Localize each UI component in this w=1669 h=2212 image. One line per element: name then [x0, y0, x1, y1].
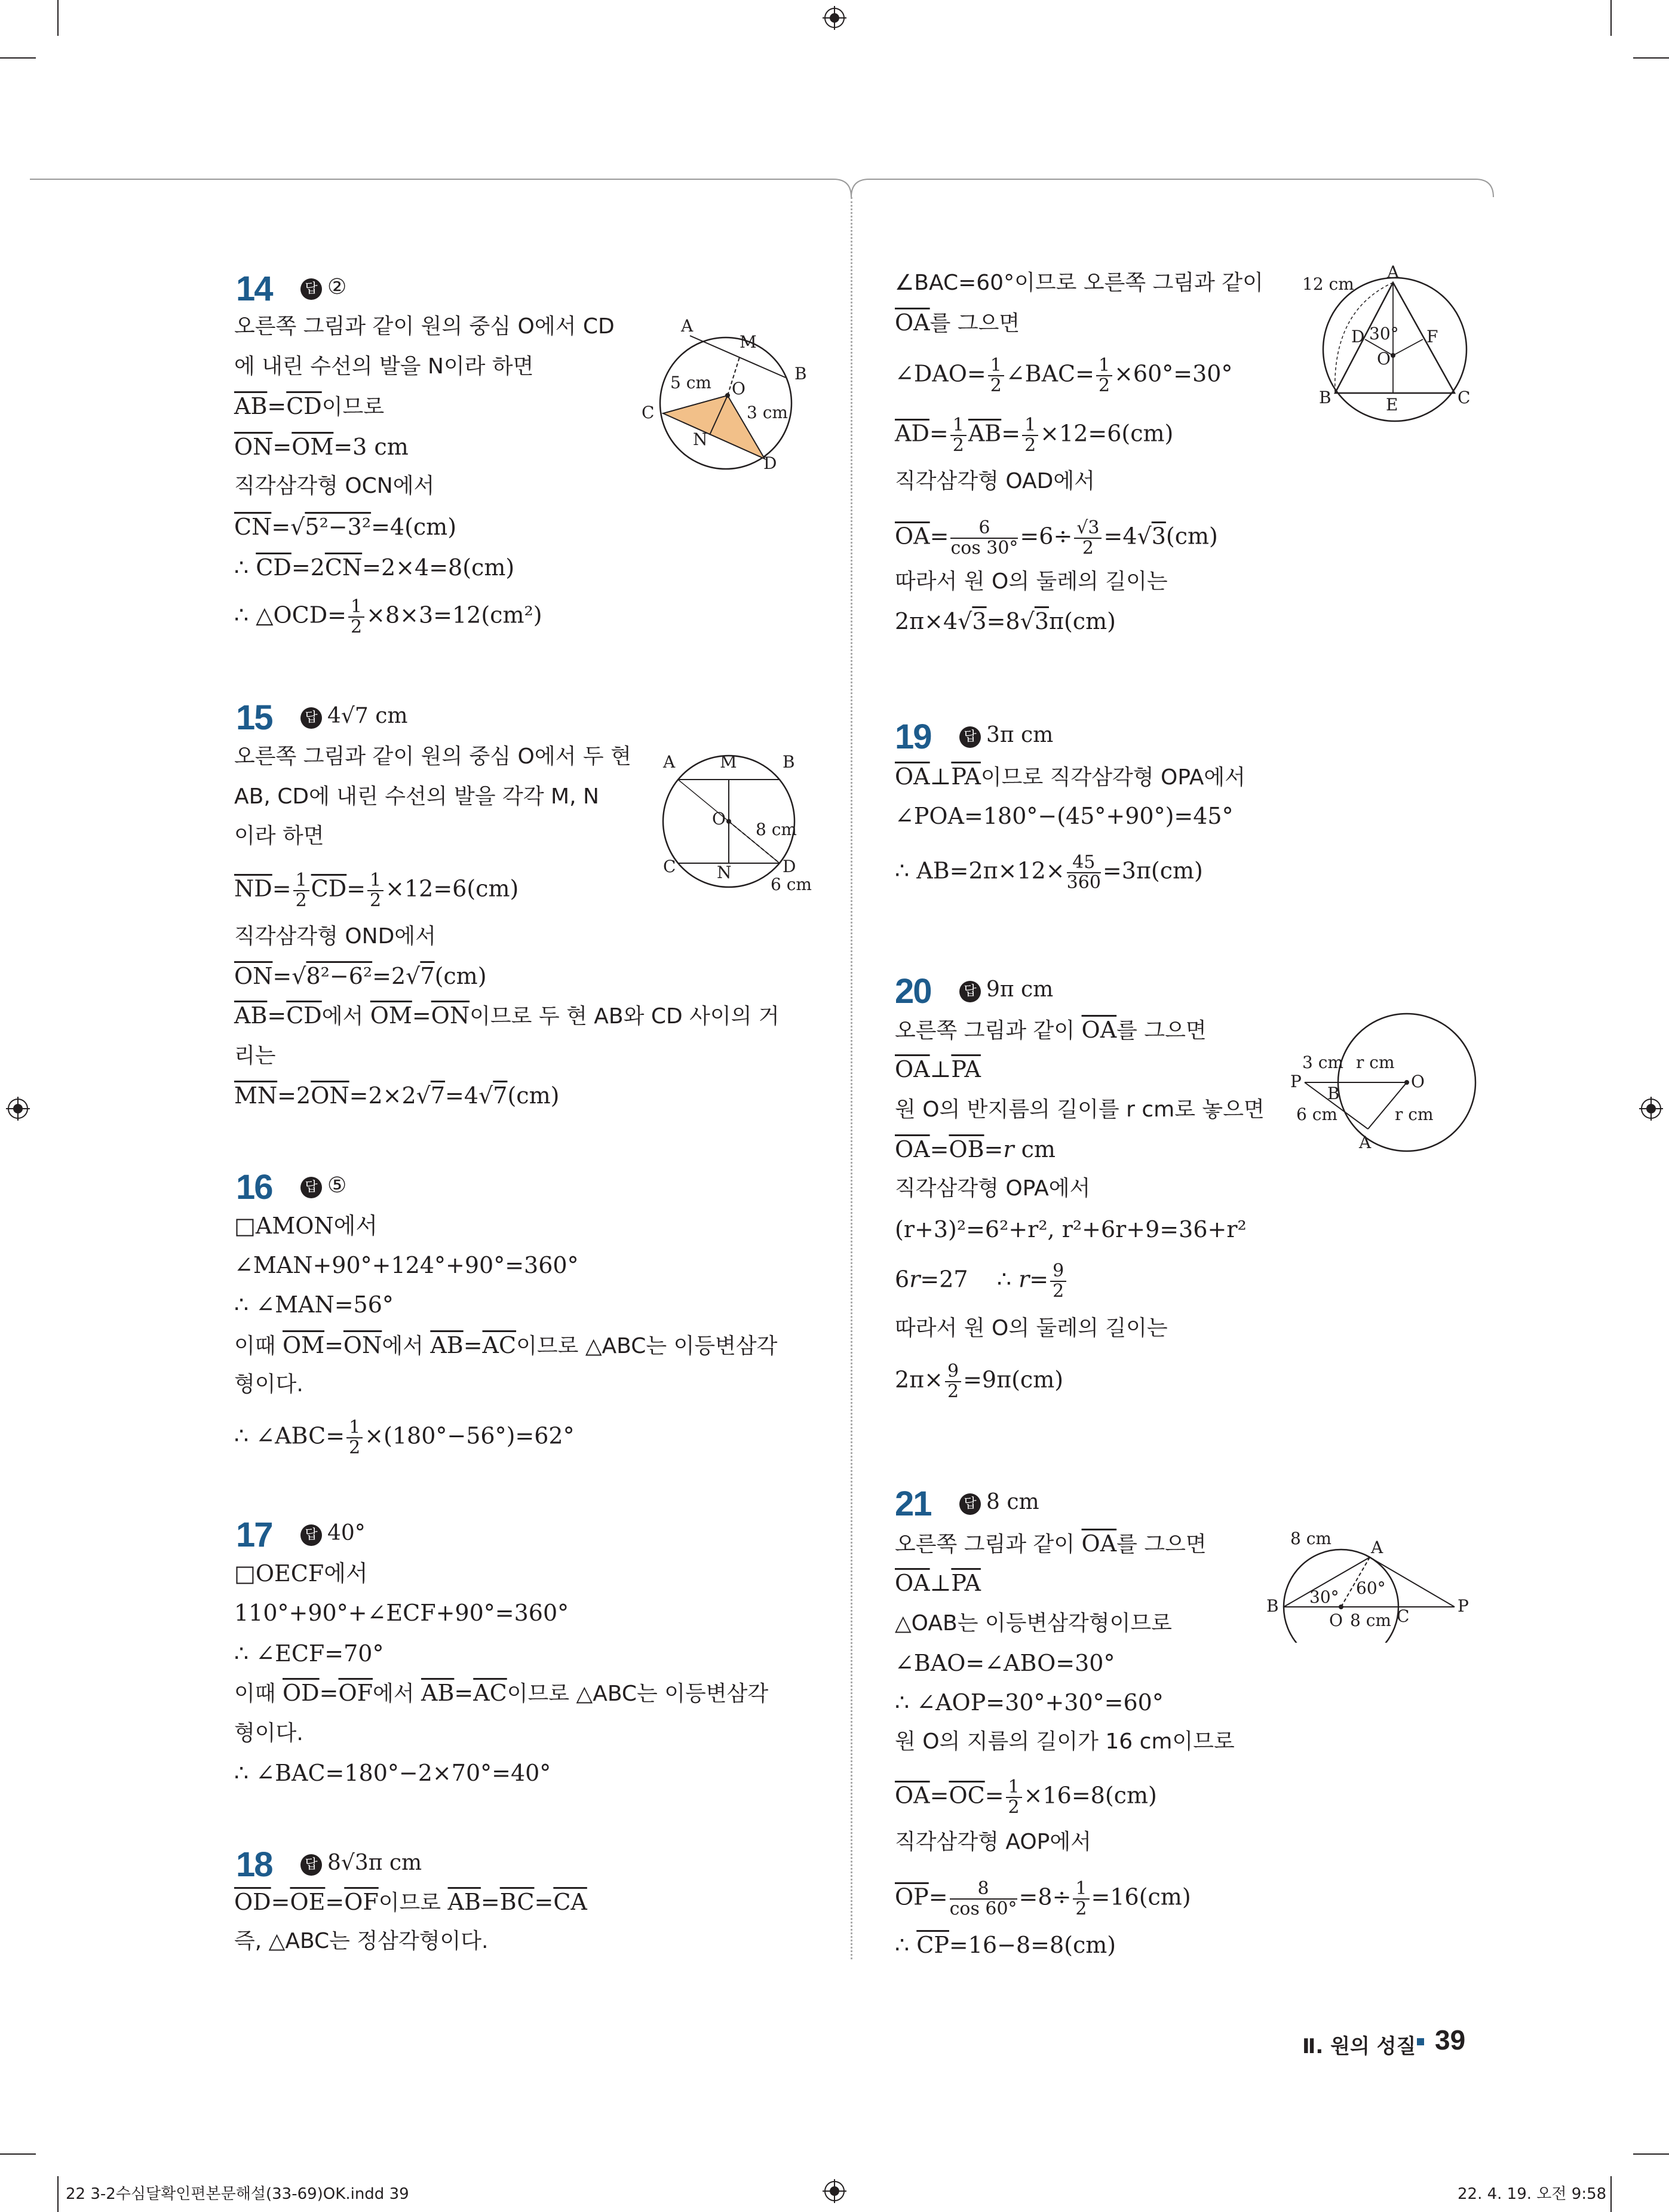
text-line: $\overline{OA}$를 그으면 [895, 309, 1020, 336]
svg-text:30°: 30° [1309, 1587, 1339, 1607]
crop-mark [57, 0, 59, 36]
footer-date: 22. 4. 19. 오전 9:58 [1458, 2185, 1607, 2203]
svg-text:D: D [763, 453, 777, 473]
text-line: 110°+90°+∠ECF+90°=360° [234, 1600, 569, 1626]
answer-badge: 답 [300, 1177, 322, 1198]
text-line: 이때 $\overline{OM}=\overline{ON}$에서 $\overline{AB}=\overline{AC}$이므로 △ABC는 이등변삼각 [234, 1332, 778, 1358]
svg-text:N: N [717, 863, 732, 882]
answer: 40° [327, 1521, 366, 1545]
text-line: 리는 [234, 1044, 276, 1068]
svg-text:M: M [740, 332, 757, 352]
text-line: 오른쪽 그림과 같이 $\overline{OA}$를 그으면 [895, 1530, 1207, 1557]
text-line: $\overline{OA}=\overline{OB}=r$ cm [895, 1136, 1056, 1162]
text-line: 원 O의 지름의 길이가 16 cm이므로 [895, 1729, 1235, 1754]
svg-text:12 cm: 12 cm [1302, 274, 1354, 294]
problem-number: 20 [895, 972, 931, 1011]
problem-number: 14 [236, 269, 272, 308]
crop-mark [1633, 2153, 1669, 2155]
figure-20 [1290, 1010, 1481, 1171]
svg-text:r cm: r cm [1356, 1053, 1395, 1072]
answer: 8√3π cm [327, 1851, 422, 1875]
problem-number: 17 [236, 1515, 272, 1554]
svg-text:B: B [783, 752, 795, 772]
text-line: $\overline{OA}\perp\overline{PA}$이므로 직각삼각형 OPA에서 [895, 763, 1245, 790]
svg-text:3 cm: 3 cm [747, 403, 788, 422]
text-line: 오른쪽 그림과 같이 원의 중심 O에서 CD [234, 314, 615, 339]
svg-text:8 cm: 8 cm [1290, 1529, 1331, 1548]
text-line: 2π×4√3=8√3π(cm) [895, 608, 1116, 634]
svg-text:B: B [794, 364, 807, 384]
text-line: $\overline{OD}=\overline{OE}=\overline{OF}$이므로 $\overline{AB}=\overline{BC}=\overline{CA}$ [234, 1889, 587, 1915]
svg-text:C: C [1458, 388, 1471, 407]
svg-text:N: N [693, 429, 708, 449]
registration-mark-icon [823, 6, 846, 30]
answer-badge: 답 [300, 1854, 322, 1876]
svg-text:O: O [1411, 1072, 1425, 1091]
text-line: ∠MAN+90°+124°+90°=360° [234, 1252, 579, 1278]
svg-text:60°: 60° [1356, 1578, 1386, 1598]
column-divider [851, 197, 852, 1959]
svg-text:6 cm: 6 cm [771, 875, 812, 894]
text-line: ∴ ∠BAC=180°−2×70°=40° [234, 1760, 551, 1786]
text-line: 오른쪽 그림과 같이 $\overline{OA}$를 그으면 [895, 1017, 1207, 1043]
answer-badge: 답 [959, 1493, 981, 1515]
crop-mark [1610, 2176, 1612, 2212]
text-line: 원 O의 반지름의 길이를 r cm로 놓으면 [895, 1097, 1265, 1122]
text-line: $\overline{MN}=2\overline{ON}=2\times 2√7=4√7(cm)$ [234, 1082, 560, 1109]
text-line: $\overline{ND}=$ $\frac{1}{2}$ $\overline{CD}=$ $\frac{1}{2}$ ×12=6(cm) [234, 870, 519, 911]
svg-text:F: F [1426, 327, 1438, 346]
text-line: 따라서 원 O의 둘레의 길이는 [895, 1316, 1168, 1340]
text-line: ∠BAC=60°이므로 오른쪽 그림과 같이 [895, 271, 1263, 295]
text-line: $\overline{OA}\perp\overline{PA}$ [895, 1570, 981, 1596]
answer: ② [327, 275, 347, 299]
svg-text:O: O [732, 379, 745, 398]
text-line: ∴ ∠ABC= $\frac{1}{2}$ ×(180°−56°)=62° [234, 1417, 575, 1458]
crop-mark [1610, 0, 1612, 36]
text-line: $\overline{AB}=\overline{CD}$이므로 [234, 393, 385, 419]
text-line: 에 내린 수선의 발을 N이라 하면 [234, 354, 534, 379]
registration-mark-icon [6, 1097, 30, 1121]
text-line: ∴ ∠AOP=30°+30°=60° [895, 1689, 1164, 1716]
text-line: ∠DAO= $\frac{1}{2}$ ∠BAC= $\frac{1}{2}$ ×60°=30° [895, 355, 1233, 396]
text-line: ∴ $\overline{CD}=2\overline{CN}=2\times 4=8(cm)$ [234, 554, 515, 581]
text-line: 직각삼각형 OND에서 [234, 924, 436, 949]
text-line: $\overline{OA}=\overline{OC}=$ $\frac{1}{2}$ ×16=8(cm) [895, 1777, 1157, 1818]
text-line: $\overline{ON}=√8^2-6^2=2√7(cm)$ [234, 963, 487, 989]
answer-badge: 답 [300, 1524, 322, 1546]
svg-text:D: D [1351, 327, 1365, 346]
figure-14 [633, 311, 824, 478]
svg-text:A: A [1371, 1538, 1383, 1557]
svg-text:3 cm: 3 cm [1302, 1053, 1343, 1072]
text-line: □OECF에서 [234, 1560, 368, 1587]
registration-mark-icon [1639, 1097, 1663, 1121]
svg-text:B: B [1319, 388, 1331, 407]
svg-text:A: A [663, 752, 676, 772]
page-number: 39 [1435, 2024, 1466, 2055]
text-line: (r+3)²=6²+r², r²+6r+9=36+r² [895, 1216, 1247, 1242]
text-line: ∴ AB=2π×12× $\frac{45}{360}$ =3π(cm) [895, 852, 1203, 893]
text-line: 직각삼각형 OCN에서 [234, 474, 435, 498]
svg-text:A: A [681, 316, 694, 336]
svg-text:8 cm: 8 cm [756, 820, 797, 839]
svg-text:6 cm: 6 cm [1296, 1105, 1337, 1124]
answer-badge: 답 [300, 707, 322, 729]
text-line: $\overline{AD}=$ $\frac{1}{2}$ $\overline{AB}=$ $\frac{1}{2}$ ×12=6(cm) [895, 415, 1174, 456]
svg-text:B: B [1266, 1596, 1279, 1616]
text-line: 형이다. [234, 1372, 303, 1397]
text-line: 직각삼각형 OPA에서 [895, 1176, 1091, 1201]
problem-number: 21 [895, 1484, 931, 1523]
answer-badge: 답 [959, 981, 981, 1002]
svg-text:C: C [1397, 1606, 1410, 1626]
text-line: 직각삼각형 AOP에서 [895, 1830, 1091, 1854]
text-line: $\overline{CN}=√5^2-3^2=4(cm)$ [234, 514, 457, 540]
figure-21 [1260, 1523, 1475, 1643]
text-line: 즉, △ABC는 정삼각형이다. [234, 1929, 489, 1953]
text-line: 이때 $\overline{OD}=\overline{OF}$에서 $\overline{AB}=\overline{AC}$이므로 △ABC는 이등변삼각 [234, 1680, 769, 1706]
svg-text:P: P [1458, 1596, 1469, 1616]
text-line: 형이다. [234, 1721, 303, 1745]
answer: ⑤ [327, 1173, 347, 1198]
svg-text:C: C [663, 857, 676, 876]
svg-text:5 cm: 5 cm [670, 373, 711, 392]
figure-18 [1290, 263, 1475, 424]
svg-text:30°: 30° [1369, 324, 1399, 343]
text-line: AB, CD에 내린 수선의 발을 각각 M, N [234, 784, 599, 809]
text-line: ∠POA=180°−(45°+90°)=45° [895, 803, 1234, 829]
text-line: 6r=27 ∴ r= $\frac{9}{2}$ [895, 1262, 1068, 1301]
svg-text:A: A [1387, 263, 1400, 282]
text-line: $\overline{ON}=\overline{OM}=3$ cm [234, 434, 409, 460]
svg-text:C: C [642, 403, 655, 422]
text-line: 따라서 원 O의 둘레의 길이는 [895, 569, 1168, 594]
footer-file: 22 3-2수심달확인편본문해설(33-69)OK.indd 39 [66, 2185, 409, 2203]
text-line: △OAB는 이등변삼각형이므로 [895, 1611, 1172, 1636]
answer: 8 cm [986, 1490, 1039, 1514]
crop-mark [0, 57, 36, 59]
answer-badge: 답 [959, 726, 981, 748]
svg-text:O: O [1329, 1610, 1343, 1630]
text-line: ∠BAO=∠ABO=30° [895, 1650, 1115, 1676]
answer: 4√7 cm [327, 704, 408, 728]
separator-square [1417, 2038, 1424, 2045]
page-frame [0, 173, 1669, 209]
problem-number: 16 [236, 1168, 272, 1207]
answer: 3π cm [986, 723, 1054, 747]
crop-mark [57, 2176, 59, 2212]
section-title: Ⅱ. 원의 성질 [1302, 2035, 1416, 2058]
text-line: ∴ $\overline{CP}=16-8=8(cm)$ [895, 1932, 1116, 1958]
text-line: $\overline{OP}=$ $\frac{8}{\cos 60^\circ}$ =8÷ $\frac{1}{2}$ =16(cm) [895, 1878, 1191, 1919]
svg-text:B: B [1327, 1084, 1340, 1103]
svg-text:E: E [1386, 395, 1398, 415]
svg-text:O: O [712, 809, 726, 829]
text-line: ∴ ∠MAN=56° [234, 1291, 394, 1318]
text-line: $\overline{AB}=\overline{CD}$에서 $\overline{OM}=\overline{ON}$이므로 두 현 AB와 CD 사이의 거 [234, 1002, 780, 1029]
text-line: $\overline{OA}\perp\overline{PA}$ [895, 1056, 981, 1082]
problem-number: 19 [895, 717, 931, 756]
text-line: ∴ △OCD= $\frac{1}{2}$ ×8×3=12(cm²) [234, 596, 542, 637]
text-line: 오른쪽 그림과 같이 원의 중심 O에서 두 현 [234, 744, 631, 769]
problem-number: 18 [236, 1845, 272, 1884]
svg-text:r cm: r cm [1395, 1105, 1434, 1124]
svg-text:A: A [1359, 1133, 1372, 1152]
registration-mark-icon [823, 2179, 846, 2203]
answer-badge: 답 [300, 278, 322, 300]
text-line: □AMON에서 [234, 1213, 378, 1239]
figure-15 [657, 747, 830, 896]
text-line: 이라 하면 [234, 824, 324, 848]
svg-text:8 cm: 8 cm [1350, 1610, 1391, 1630]
svg-text:P: P [1290, 1072, 1302, 1091]
svg-text:M: M [720, 752, 737, 772]
answer: 9π cm [986, 977, 1054, 1002]
text-line: 직각삼각형 OAD에서 [895, 469, 1095, 493]
text-line: 2π× $\frac{9}{2}$ =9π(cm) [895, 1361, 1064, 1402]
problem-number: 15 [236, 698, 272, 737]
crop-mark [1633, 57, 1669, 59]
text-line: ∴ ∠ECF=70° [234, 1640, 384, 1667]
crop-mark [0, 2153, 36, 2155]
svg-text:O: O [1377, 349, 1391, 369]
text-line: $\overline{OA}=$ $\frac{6}{\cos 30^\circ}$ =6÷ $\frac{√3}{2}$ =4√3(cm) [895, 517, 1218, 559]
svg-text:D: D [783, 857, 796, 876]
